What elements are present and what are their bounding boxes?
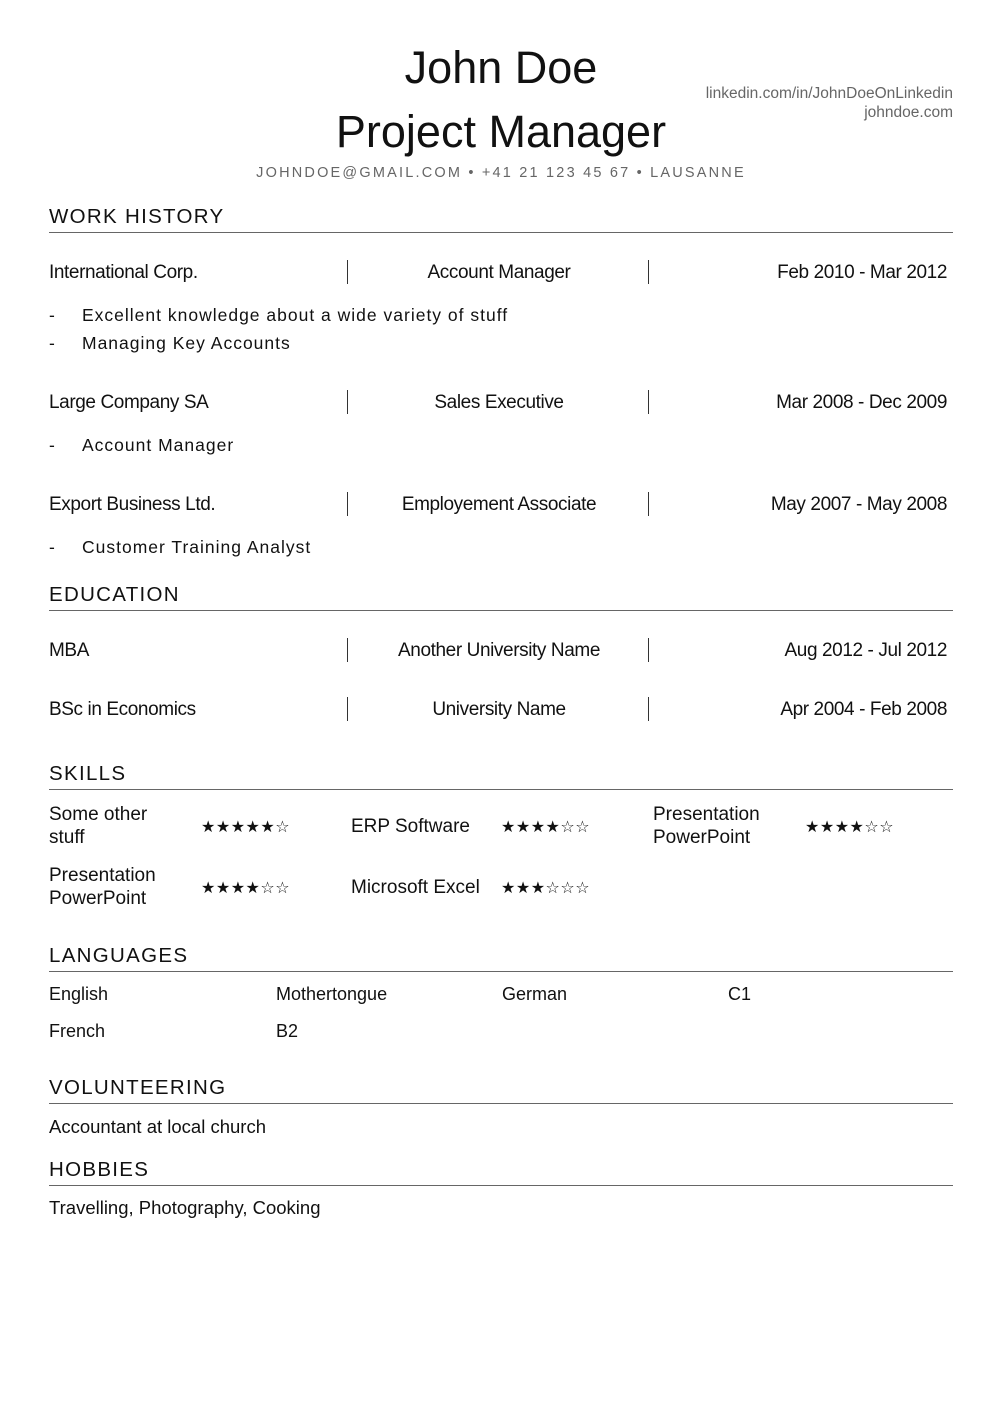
skill-name-line: Presentation	[49, 865, 156, 886]
skill-item	[49, 803, 349, 851]
volunteering-text: Accountant at local church	[49, 1116, 266, 1137]
work-company: International Corp.	[49, 262, 198, 283]
column-divider	[347, 390, 348, 414]
skill-name-line: PowerPoint	[653, 827, 751, 848]
bullet-dash: -	[49, 305, 56, 325]
work-bullets	[49, 533, 953, 561]
star-rating: ★★★★★☆	[201, 817, 291, 836]
section-title-skills: SKILLS	[49, 762, 953, 790]
language-level: B2	[276, 1021, 299, 1041]
work-entry	[49, 492, 953, 518]
section-title-volunteering: VOLUNTEERING	[49, 1076, 953, 1104]
skill-name-line: Some other	[49, 804, 148, 825]
star-rating: ★★★★☆☆	[501, 817, 591, 836]
bullet-item	[49, 301, 953, 329]
education-dates: Apr 2004 - Feb 2008	[780, 699, 947, 720]
skill-item	[49, 864, 349, 912]
work-role: Employement Associate	[401, 494, 597, 515]
bullet-dash: -	[49, 537, 56, 557]
column-divider	[347, 638, 348, 662]
section-title-education: EDUCATION	[49, 583, 953, 611]
column-divider	[347, 260, 348, 284]
work-bullets	[49, 431, 953, 459]
contact-line: JOHNDOE@GMAIL.COM • +41 21 123 45 67 • LAUSANNE	[256, 165, 746, 181]
bullet-dash: -	[49, 435, 56, 455]
star-rating: ★★★★☆☆	[201, 878, 291, 897]
skill-name	[653, 803, 803, 849]
skill-item	[351, 876, 651, 900]
bullet-text: Managing Key Accounts	[82, 333, 291, 353]
work-dates: May 2007 - May 2008	[770, 494, 947, 515]
skill-name	[49, 803, 199, 849]
education-entry	[49, 638, 953, 664]
education-entry	[49, 697, 953, 723]
bullet-dash: -	[49, 333, 56, 353]
work-role: Account Manager	[427, 262, 571, 283]
bullet-item	[49, 431, 953, 459]
language-level: C1	[728, 984, 752, 1004]
bullet-text: Excellent knowledge about a wide variety of stuff	[82, 305, 509, 325]
education-degree: MBA	[49, 640, 89, 661]
bullet-item	[49, 329, 953, 357]
education-school: University Name	[432, 699, 566, 720]
section-title-languages: LANGUAGES	[49, 944, 953, 972]
language-name: French	[49, 1021, 106, 1041]
star-rating: ★★★☆☆☆	[501, 878, 591, 897]
work-dates: Feb 2010 - Mar 2012	[777, 262, 947, 283]
work-role: Sales Executive	[434, 392, 564, 413]
language-name: German	[502, 984, 568, 1004]
bullet-text: Account Manager	[82, 435, 235, 455]
work-entry	[49, 260, 953, 286]
skill-name-line: PowerPoint	[49, 888, 147, 909]
skill-item	[351, 815, 651, 839]
star-rating: ★★★★☆☆	[805, 817, 895, 836]
person-title: Project Manager	[335, 106, 667, 157]
bullet-text: Customer Training Analyst	[82, 537, 312, 557]
education-school: Another University Name	[398, 640, 600, 661]
work-dates: Mar 2008 - Dec 2009	[776, 392, 947, 413]
skill-name-line: Presentation	[653, 804, 760, 825]
skill-name	[49, 864, 199, 910]
bullet-item	[49, 533, 953, 561]
work-bullets	[49, 301, 953, 357]
person-name: John Doe	[404, 42, 598, 93]
skill-item	[653, 803, 953, 851]
education-dates: Aug 2012 - Jul 2012	[784, 640, 947, 661]
work-company: Large Company SA	[49, 392, 209, 413]
work-entry	[49, 390, 953, 416]
skill-name-line: stuff	[49, 827, 85, 848]
work-company: Export Business Ltd.	[49, 494, 216, 515]
skill-name: Microsoft Excel	[351, 877, 480, 898]
column-divider	[347, 492, 348, 516]
skill-name: ERP Software	[351, 816, 470, 837]
language-name: English	[49, 984, 109, 1004]
language-level: Mothertongue	[276, 984, 388, 1004]
header-links	[706, 84, 953, 122]
education-degree: BSc in Economics	[49, 699, 196, 720]
section-title-work-history: WORK HISTORY	[49, 205, 953, 233]
linkedin-link[interactable]: linkedin.com/in/JohnDoeOnLinkedin	[705, 85, 953, 102]
website-link[interactable]: johndoe.com	[864, 104, 953, 121]
column-divider	[347, 697, 348, 721]
hobbies-text: Travelling, Photography, Cooking	[49, 1197, 321, 1218]
section-title-hobbies: HOBBIES	[49, 1158, 953, 1186]
